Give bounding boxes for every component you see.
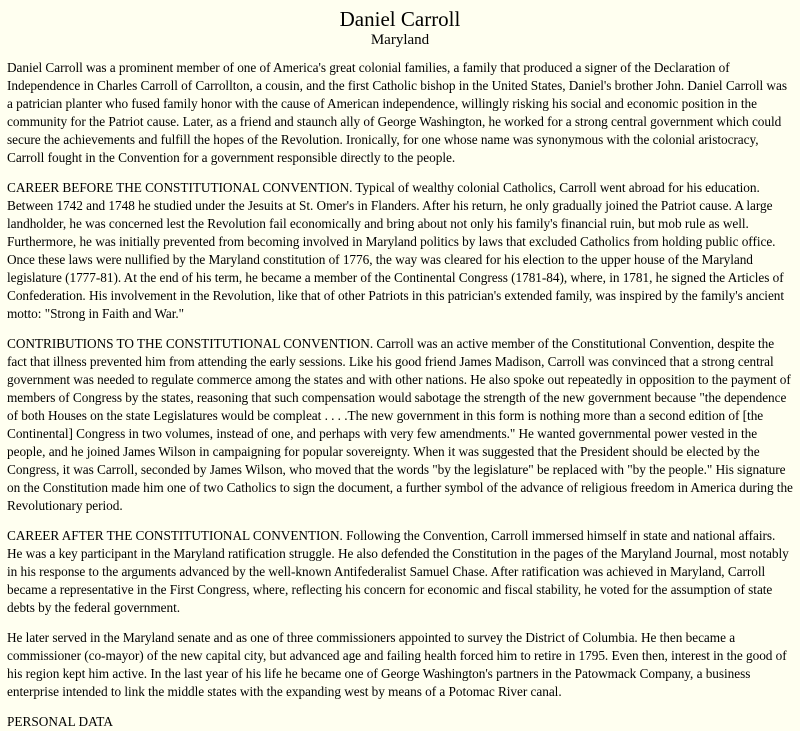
career-before-paragraph: CAREER BEFORE THE CONSTITUTIONAL CONVENTION. Typical of wealthy colonial Catholics, Carroll went abroad for his education. Between 1742 and 1748 he studied under the Jesuits at St. Omer's in Flanders. After his return, he only gradually joined the Patriot cause. A large landholder, he was concerned lest the Revolution fail economically and bring about not only his family's financial ruin, but mob rule as well. Furthermore, he was initially prevented from becoming involved in Maryland politics by laws that excluded Catholics from holding public office. Once these laws were nullified by the Maryland constitution of 1776, the way was cleared for his election to the upper house of the Maryland legislature (1777-81). At the end of his term, he became a member of the Continental Congress (1781-84), where, in 1781, he signed the Articles of Confederation. His involvement in the Revolution, like that of other Patriots in this patrician's extended family, was inspired by the family's ancient motto: "Strong in Faith and War." bbox=[7, 180, 785, 321]
page-subtitle-state: Maryland bbox=[370, 32, 430, 48]
career-after-paragraph: CAREER AFTER THE CONSTITUTIONAL CONVENTION. Following the Convention, Carroll immersed himself in state and national affairs. He was a key participant in the Maryland ratification struggle. He also defended the Constitution in the pages of the Maryland Journal, most notably in his response to the arguments advanced by the well-known Antifederalist Samuel Chase. After ratification was achieved in Maryland, Carroll became a representative in the First Congress, where, reflecting his concern for economic and fiscal stability, he voted for the assumption of state debts by the federal government. bbox=[7, 528, 789, 615]
later-life-paragraph: He later served in the Maryland senate and as one of three commissioners appointed to survey the District of Columbia. He then became a commissioner (co-mayor) of the new capital city, but advanced age and failing health forced him to retire in 1795. Even then, interest in the good of his region kept him active. In the last year of his life he became one of George Washington's partners in the Patowmack Company, a business enterprise intended to link the middle states with the expanding west by means of a Potomac River canal. bbox=[7, 630, 787, 699]
contributions-paragraph: CONTRIBUTIONS TO THE CONSTITUTIONAL CONVENTION. Carroll was an active member of the Constitutional Convention, despite the fact that illness prevented him from attending the early sessions. Like his good friend James Madison, Carroll was convinced that a strong central government was needed to regulate commerce among the states and with other nations. He also spoke out repeatedly in opposition to the payment of members of Congress by the states, reasoning that such compensation would sabotage the strength of the new government because "the dependence of both Houses on the state Legislatures would be compleat . . . .The new government in this form is nothing more than a second edition of [the Continental] Congress in two volumes, instead of one, and perhaps with very few amendments." He wanted governmental power vested in the people, and he joined James Wilson in campaigning for popular sovereignty. When it was suggested that the President should be elected by the Congress, it was Carroll, seconded by James Wilson, who moved that the words "by the legislature" be replaced with "by the people." His signature on the Constitution made him one of two Catholics to sign the document, a further symbol of the advance of religious freedom in America during the Revolutionary period. bbox=[7, 336, 793, 513]
personal-data-heading: PERSONAL DATA bbox=[7, 714, 113, 729]
intro-paragraph: Daniel Carroll was a prominent member of one of America's great colonial families, a family that produced a signer of the Declaration of Independence in Charles Carroll of Carrollton, a cousin, and the first Catholic bishop in the United States, Daniel's brother John. Daniel Carroll was a patrician planter who fused family honor with the cause of American independence, willingly risking his social and economic position in the community for the Patriot cause. Later, as a friend and staunch ally of George Washington, he worked for a strong central government which could secure the achievements and fulfill the hopes of the Revolution. Ironically, for one whose name was synonymous with the colonial aristocracy, Carroll fought in the Convention for a government responsible directly to the people. bbox=[7, 60, 787, 165]
document-page bbox=[0, 7, 800, 731]
page-title: Daniel Carroll bbox=[339, 7, 461, 31]
